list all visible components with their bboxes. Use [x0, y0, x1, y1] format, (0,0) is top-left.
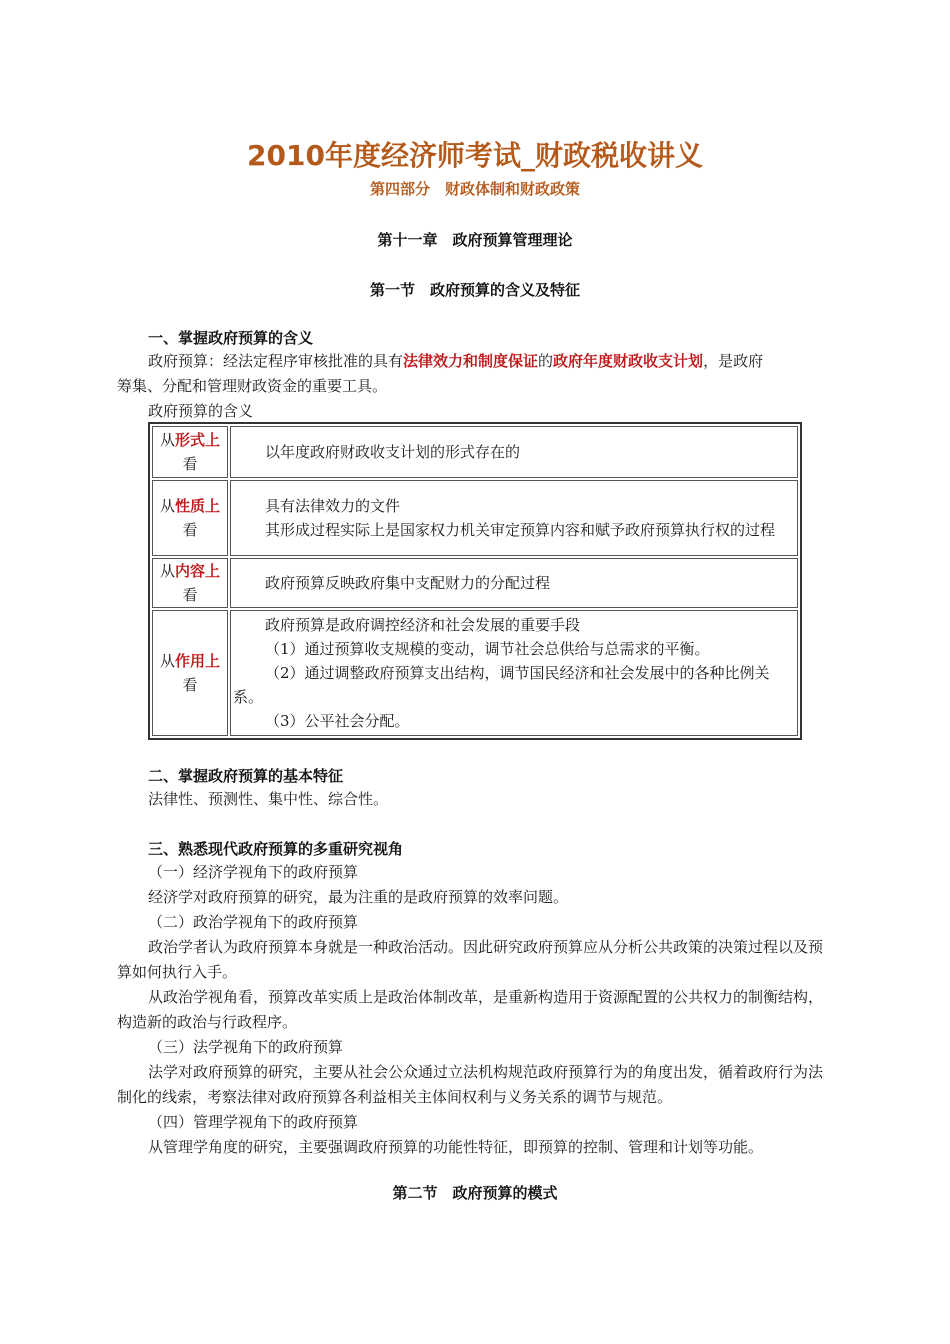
part2-heading: 二、掌握政府预算的基本特征 [148, 767, 344, 785]
row-key: 从作用上 看 [152, 610, 228, 736]
part2-text: 法律性、预测性、集中性、综合性。 [148, 790, 389, 808]
part3-para-4: 法学对政府预算的研究，主要从社会公众通过立法机构规范政府预算行为的角度出发，循着政府行为法制化的线索，考察法律对政府预算各利益相关主体间权利与义务关系的调节与规范。 [117, 1063, 824, 1106]
row-key: 从性质上 看 [152, 480, 228, 556]
definition-mid: 的 [538, 352, 554, 370]
part3-heading: 三、熟悉现代政府预算的多重研究视角 [148, 840, 404, 858]
part3-para-3: 从政治学视角看，预算改革实质上是政治体制改革，是重新构造用于资源配置的公共权力的制衡结构，构造新的政治与行政程序。 [117, 988, 824, 1031]
row-value: 政府预算反映政府集中支配财力的分配过程 [230, 558, 798, 608]
table-caption: 政府预算的含义 [148, 402, 254, 420]
definition-line-2: 筹集、分配和管理财政资金的重要工具。 [117, 377, 388, 395]
table-row [152, 480, 798, 556]
row-value: 具有法律效力的文件 其形成过程实际上是国家权力机关审定预算内容和赋予政府预算执行权的过程 [230, 480, 798, 556]
section2-heading: 第二节 政府预算的模式 [392, 1184, 558, 1202]
part3-para-1: 经济学对政府预算的研究，最为注重的是政府预算的效率问题。 [148, 888, 569, 906]
part3-sub-3: （三）法学视角下的政府预算 [148, 1038, 344, 1056]
definition-highlight-1: 法律效力和制度保证 [403, 352, 539, 370]
row-key: 从形式上 看 [152, 426, 228, 478]
section1-heading: 第一节 政府预算的含义及特征 [369, 281, 580, 299]
definition-paragraph [148, 349, 838, 374]
meaning-table [148, 422, 802, 740]
table-row [152, 610, 798, 736]
part3-sub-1: （一）经济学视角下的政府预算 [148, 863, 359, 881]
part3-para-5: 从管理学角度的研究，主要强调政府预算的功能性特征，即预算的控制、管理和计划等功能。 [148, 1138, 764, 1156]
definition-prefix: 政府预算：经法定程序审核批准的具有 [148, 352, 404, 370]
definition-highlight-2: 政府年度财政收支计划 [553, 352, 704, 370]
document-title: 2010年度经济师考试_财政税收讲义 [247, 139, 703, 172]
chapter-heading: 第十一章 政府预算管理理论 [377, 231, 573, 249]
row-value: 政府预算是政府调控经济和社会发展的重要手段 （1）通过预算收支规模的变动，调节社会总供给与总需求的平衡。 （2）通过调整政府预算支出结构，调节国民经济和社会发展中的各种比例关系。 （3）公平社会分配。 [230, 610, 798, 736]
definition-suffix: ，是政府 [703, 352, 764, 370]
table-row [152, 558, 798, 608]
part3-sub-2: （二）政治学视角下的政府预算 [148, 913, 359, 931]
part3-sub-4: （四）管理学视角下的政府预算 [148, 1113, 359, 1131]
part3-para-2: 政治学者认为政府预算本身就是一种政治活动。因此研究政府预算应从分析公共政策的决策过程以及预算如何执行入手。 [117, 938, 824, 981]
row-value: 以年度政府财政收支计划的形式存在的 [230, 426, 798, 478]
table-row [152, 426, 798, 478]
row-key: 从内容上 看 [152, 558, 228, 608]
part1-heading: 一、掌握政府预算的含义 [148, 329, 314, 347]
document-subtitle: 第四部分 财政体制和财政政策 [369, 180, 580, 198]
